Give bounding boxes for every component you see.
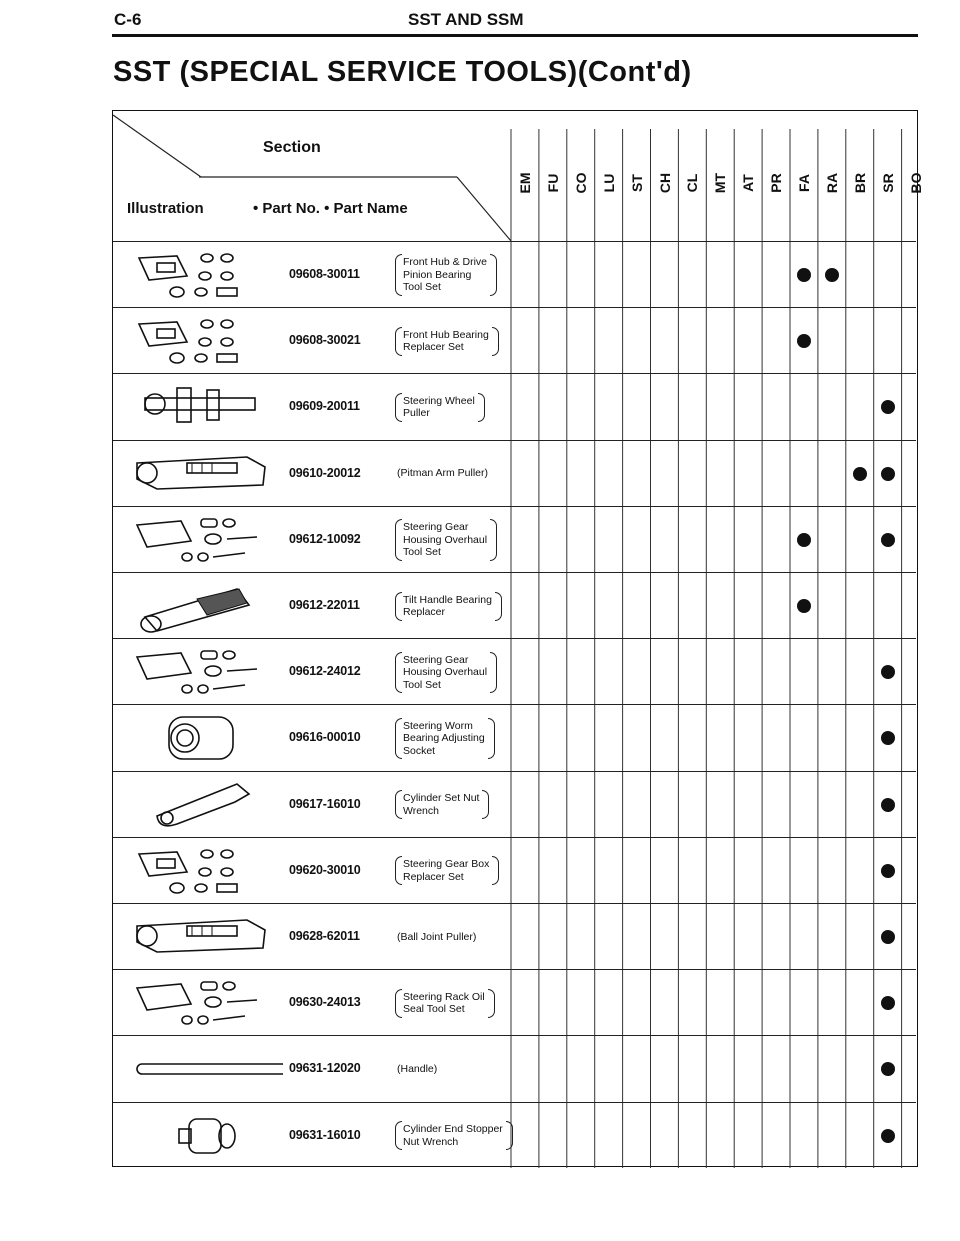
table-row bbox=[113, 307, 916, 374]
applicable-mark-sr bbox=[881, 665, 895, 679]
part-name-line: Cylinder End Stopper bbox=[403, 1123, 503, 1136]
applicable-mark-sr bbox=[881, 400, 895, 414]
part-number: 09610-20012 bbox=[289, 465, 361, 480]
part-name-line: Steering Gear Box bbox=[403, 858, 490, 871]
part-number: 09612-22011 bbox=[289, 598, 360, 613]
part-name-line: Steering Rack Oil bbox=[403, 990, 485, 1003]
table-row bbox=[113, 1035, 916, 1102]
part-name-line: Replacer bbox=[403, 606, 446, 619]
table-row bbox=[113, 572, 916, 639]
applicable-mark-sr bbox=[881, 1062, 895, 1076]
ball-joint-puller-icon bbox=[117, 908, 283, 971]
illustration-label: Illustration bbox=[127, 200, 204, 217]
applicable-mark-fa bbox=[797, 599, 811, 613]
end-stopper-nut-wrench-icon bbox=[117, 1107, 283, 1170]
table-row bbox=[113, 1102, 916, 1169]
pitman-arm-puller-icon bbox=[117, 445, 283, 508]
part-name-line: (Pitman Arm Puller) bbox=[397, 467, 489, 480]
gear-housing-overhaul-set-icon bbox=[117, 511, 283, 574]
part-name-line: Cylinder Set Nut bbox=[403, 792, 480, 805]
rack-oil-seal-tool-set-icon bbox=[117, 974, 283, 1037]
part-number: 09608-30021 bbox=[289, 333, 361, 348]
sst-table bbox=[112, 110, 924, 1167]
handle-bar-icon bbox=[117, 1040, 283, 1103]
part-name bbox=[397, 1123, 511, 1148]
part-name-line: Seal Tool Set bbox=[403, 1003, 465, 1016]
table-row bbox=[113, 704, 916, 771]
tilt-handle-replacer-icon bbox=[117, 577, 283, 640]
column-header-label: RA bbox=[823, 172, 840, 194]
table-row bbox=[113, 506, 916, 573]
part-name bbox=[397, 1063, 437, 1076]
column-header-label: SR bbox=[879, 173, 896, 193]
part-name bbox=[397, 256, 495, 294]
column-header-label: EM bbox=[517, 172, 533, 194]
part-name-line: Front Hub Bearing bbox=[403, 328, 489, 341]
column-header-label: AT bbox=[740, 174, 757, 192]
page-title: SST (SPECIAL SERVICE TOOLS)(Cont'd) bbox=[113, 56, 692, 88]
part-name-line: Steering Gear bbox=[403, 521, 469, 534]
part-name bbox=[397, 329, 497, 354]
applicable-mark-sr bbox=[881, 996, 895, 1010]
part-name bbox=[397, 931, 476, 944]
part-number: 09616-00010 bbox=[289, 730, 361, 745]
applicable-mark-sr bbox=[881, 864, 895, 878]
column-header-label: PR bbox=[768, 173, 785, 193]
part-name-line: Tilt Handle Bearing bbox=[403, 593, 492, 606]
part-name-line: Tool Set bbox=[403, 281, 441, 294]
table-row bbox=[113, 638, 916, 705]
part-name-line: Steering Gear bbox=[403, 653, 469, 666]
applicable-mark-sr bbox=[881, 930, 895, 944]
part-name-line: Wrench bbox=[403, 804, 439, 817]
part-name-line: Steering Worm bbox=[403, 719, 473, 732]
part-number: 09630-24013 bbox=[289, 995, 361, 1010]
applicable-mark-sr bbox=[881, 467, 895, 481]
part-number: 09609-20011 bbox=[289, 399, 360, 414]
part-name-line: (Handle) bbox=[397, 1063, 438, 1076]
part-name-line: Bearing Adjusting bbox=[403, 732, 485, 745]
part-name-line: Tool Set bbox=[403, 678, 441, 691]
column-header-label: ST bbox=[628, 174, 645, 192]
part-number: 09612-10092 bbox=[289, 531, 361, 546]
part-number: 09631-12020 bbox=[289, 1061, 361, 1076]
part-name-line: (Ball Joint Puller) bbox=[397, 930, 477, 943]
table-row bbox=[113, 771, 916, 838]
applicable-mark-br bbox=[853, 467, 867, 481]
part-name-line: Nut Wrench bbox=[403, 1135, 459, 1148]
hub-drive-pinion-tool-set-icon bbox=[117, 246, 283, 309]
part-name bbox=[397, 792, 487, 817]
column-header-label: BO bbox=[907, 172, 924, 194]
part-number: 09631-16010 bbox=[289, 1127, 361, 1142]
part-name bbox=[397, 521, 495, 559]
set-nut-wrench-icon bbox=[117, 776, 283, 839]
part-name bbox=[397, 991, 493, 1016]
part-name-line: Front Hub & Drive bbox=[403, 256, 488, 269]
applicable-mark-sr bbox=[881, 1129, 895, 1143]
applicable-mark-sr bbox=[881, 731, 895, 745]
worm-bearing-socket-icon bbox=[117, 709, 283, 772]
page-header-title: SST AND SSM bbox=[408, 10, 524, 29]
column-header-label: LU bbox=[600, 173, 617, 193]
table-row bbox=[113, 903, 916, 970]
page-number: C-6 bbox=[114, 10, 142, 29]
column-header-label: BR bbox=[851, 172, 868, 194]
part-name-line: Pinion Bearing bbox=[403, 268, 472, 281]
part-number: 09628-62011 bbox=[289, 929, 360, 944]
column-header-label: CH bbox=[656, 172, 673, 194]
column-header-label: CO bbox=[572, 172, 589, 194]
table-row bbox=[113, 837, 916, 904]
table-row bbox=[113, 440, 916, 507]
part-name-line: Puller bbox=[403, 407, 430, 420]
part-name-line: Housing Overhaul bbox=[403, 533, 488, 546]
applicable-mark-ra bbox=[825, 268, 839, 282]
table-row bbox=[113, 969, 916, 1036]
part-number: 09617-16010 bbox=[289, 796, 361, 811]
part-number-name-label: • Part No. • Part Name bbox=[253, 200, 408, 217]
gear-housing-overhaul-set-2-icon bbox=[117, 643, 283, 706]
applicable-mark-fa bbox=[797, 334, 811, 348]
applicable-mark-fa bbox=[797, 533, 811, 547]
part-name-line: Tool Set bbox=[403, 546, 441, 559]
part-name bbox=[397, 858, 497, 883]
section-label: Section bbox=[263, 139, 321, 156]
column-header-label: MT bbox=[712, 172, 729, 194]
part-name-line: Socket bbox=[403, 744, 436, 757]
applicable-mark-sr bbox=[881, 798, 895, 812]
part-name-line: Housing Overhaul bbox=[403, 666, 488, 679]
steering-wheel-puller-icon bbox=[117, 378, 283, 441]
column-header-label: CL bbox=[684, 173, 701, 193]
page-header bbox=[112, 6, 918, 37]
part-number: 09612-24012 bbox=[289, 664, 361, 679]
table-row bbox=[113, 373, 916, 440]
part-name bbox=[397, 594, 500, 619]
applicable-mark-sr bbox=[881, 533, 895, 547]
gear-box-replacer-set-icon bbox=[117, 842, 283, 905]
part-name-line: Replacer Set bbox=[403, 870, 464, 883]
column-header-label: FU bbox=[544, 173, 561, 193]
part-name bbox=[397, 467, 488, 480]
part-name bbox=[397, 395, 483, 420]
part-name-line: Steering Wheel bbox=[403, 394, 475, 407]
part-name bbox=[397, 720, 493, 758]
part-number: 09608-30011 bbox=[289, 267, 360, 282]
applicable-mark-fa bbox=[797, 268, 811, 282]
hub-bearing-replacer-set-icon bbox=[117, 312, 283, 375]
part-name-line: Replacer Set bbox=[403, 341, 464, 354]
part-number: 09620-30010 bbox=[289, 862, 361, 877]
part-name bbox=[397, 654, 495, 692]
column-header-label: FA bbox=[796, 174, 812, 192]
table-row bbox=[113, 241, 916, 308]
